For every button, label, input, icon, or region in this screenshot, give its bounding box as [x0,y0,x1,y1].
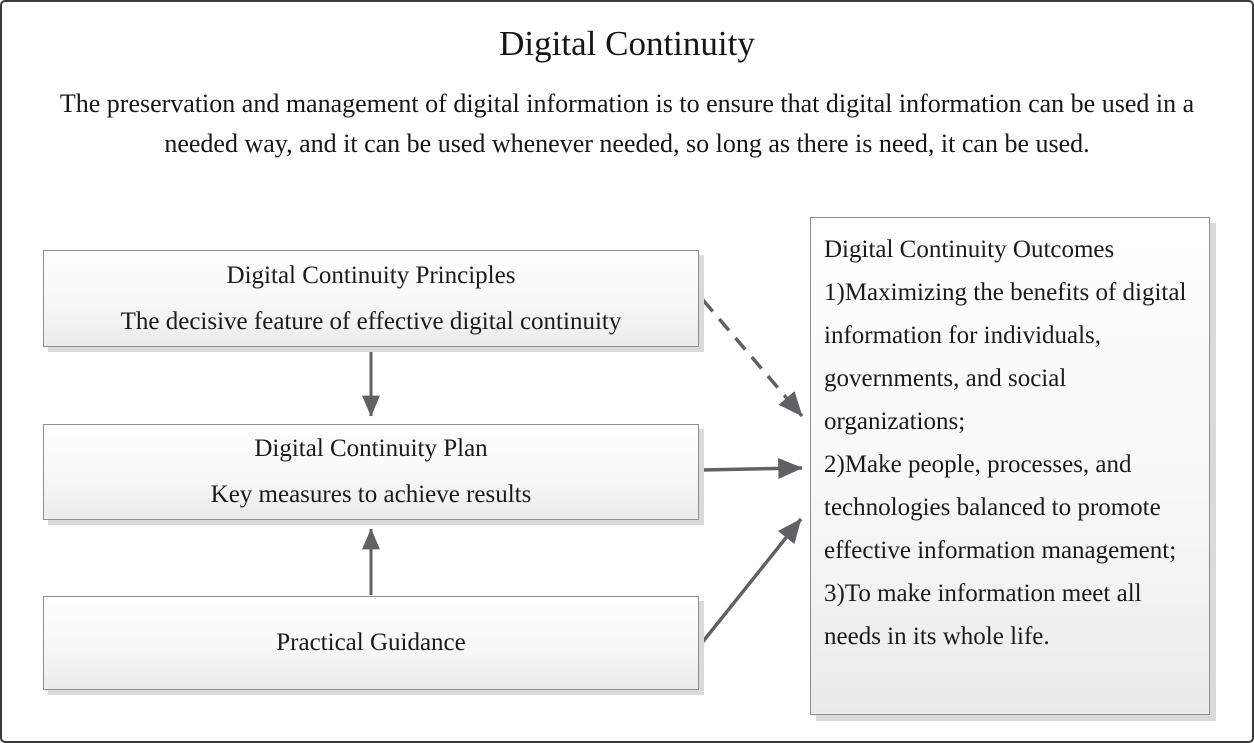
box-practical-guidance [43,596,699,690]
box-digital-continuity-principles [43,250,699,347]
box-plan-subtitle: Key measures to achieve results [210,481,532,508]
page-title: Digital Continuity [499,24,755,63]
box-principles-subtitle: The decisive feature of effective digital continuity [120,307,622,335]
box-guidance-title: Practical Guidance [276,629,466,656]
outcome-item-1: 1)Maximizing the benefits of digital information for individuals, governments, and social organizations; [824,279,1187,435]
box-outcomes-title: Digital Continuity Outcomes [824,236,1115,263]
arrow-plan-to-outcomes [701,468,802,470]
box-digital-continuity-outcomes [810,217,1210,715]
box-plan-title: Digital Continuity Plan [254,435,488,462]
box-digital-continuity-plan [43,424,699,520]
outcome-item-3: 3)To make information meet all needs in its whole life. [824,580,1142,650]
outcome-item-2: 2)Make people, processes, and technologies balanced to promote effective information management; [824,451,1177,564]
arrow-guidance-to-outcomes [701,519,801,644]
arrow-principles-to-outcomes [703,300,802,416]
page-subtitle: The preservation and management of digital information is to ensure that digital information can be used in a needed way, and it can be used whenever needed, so long as there is need, it can be used. [59,89,1195,158]
box-principles-title: Digital Continuity Principles [226,261,516,289]
